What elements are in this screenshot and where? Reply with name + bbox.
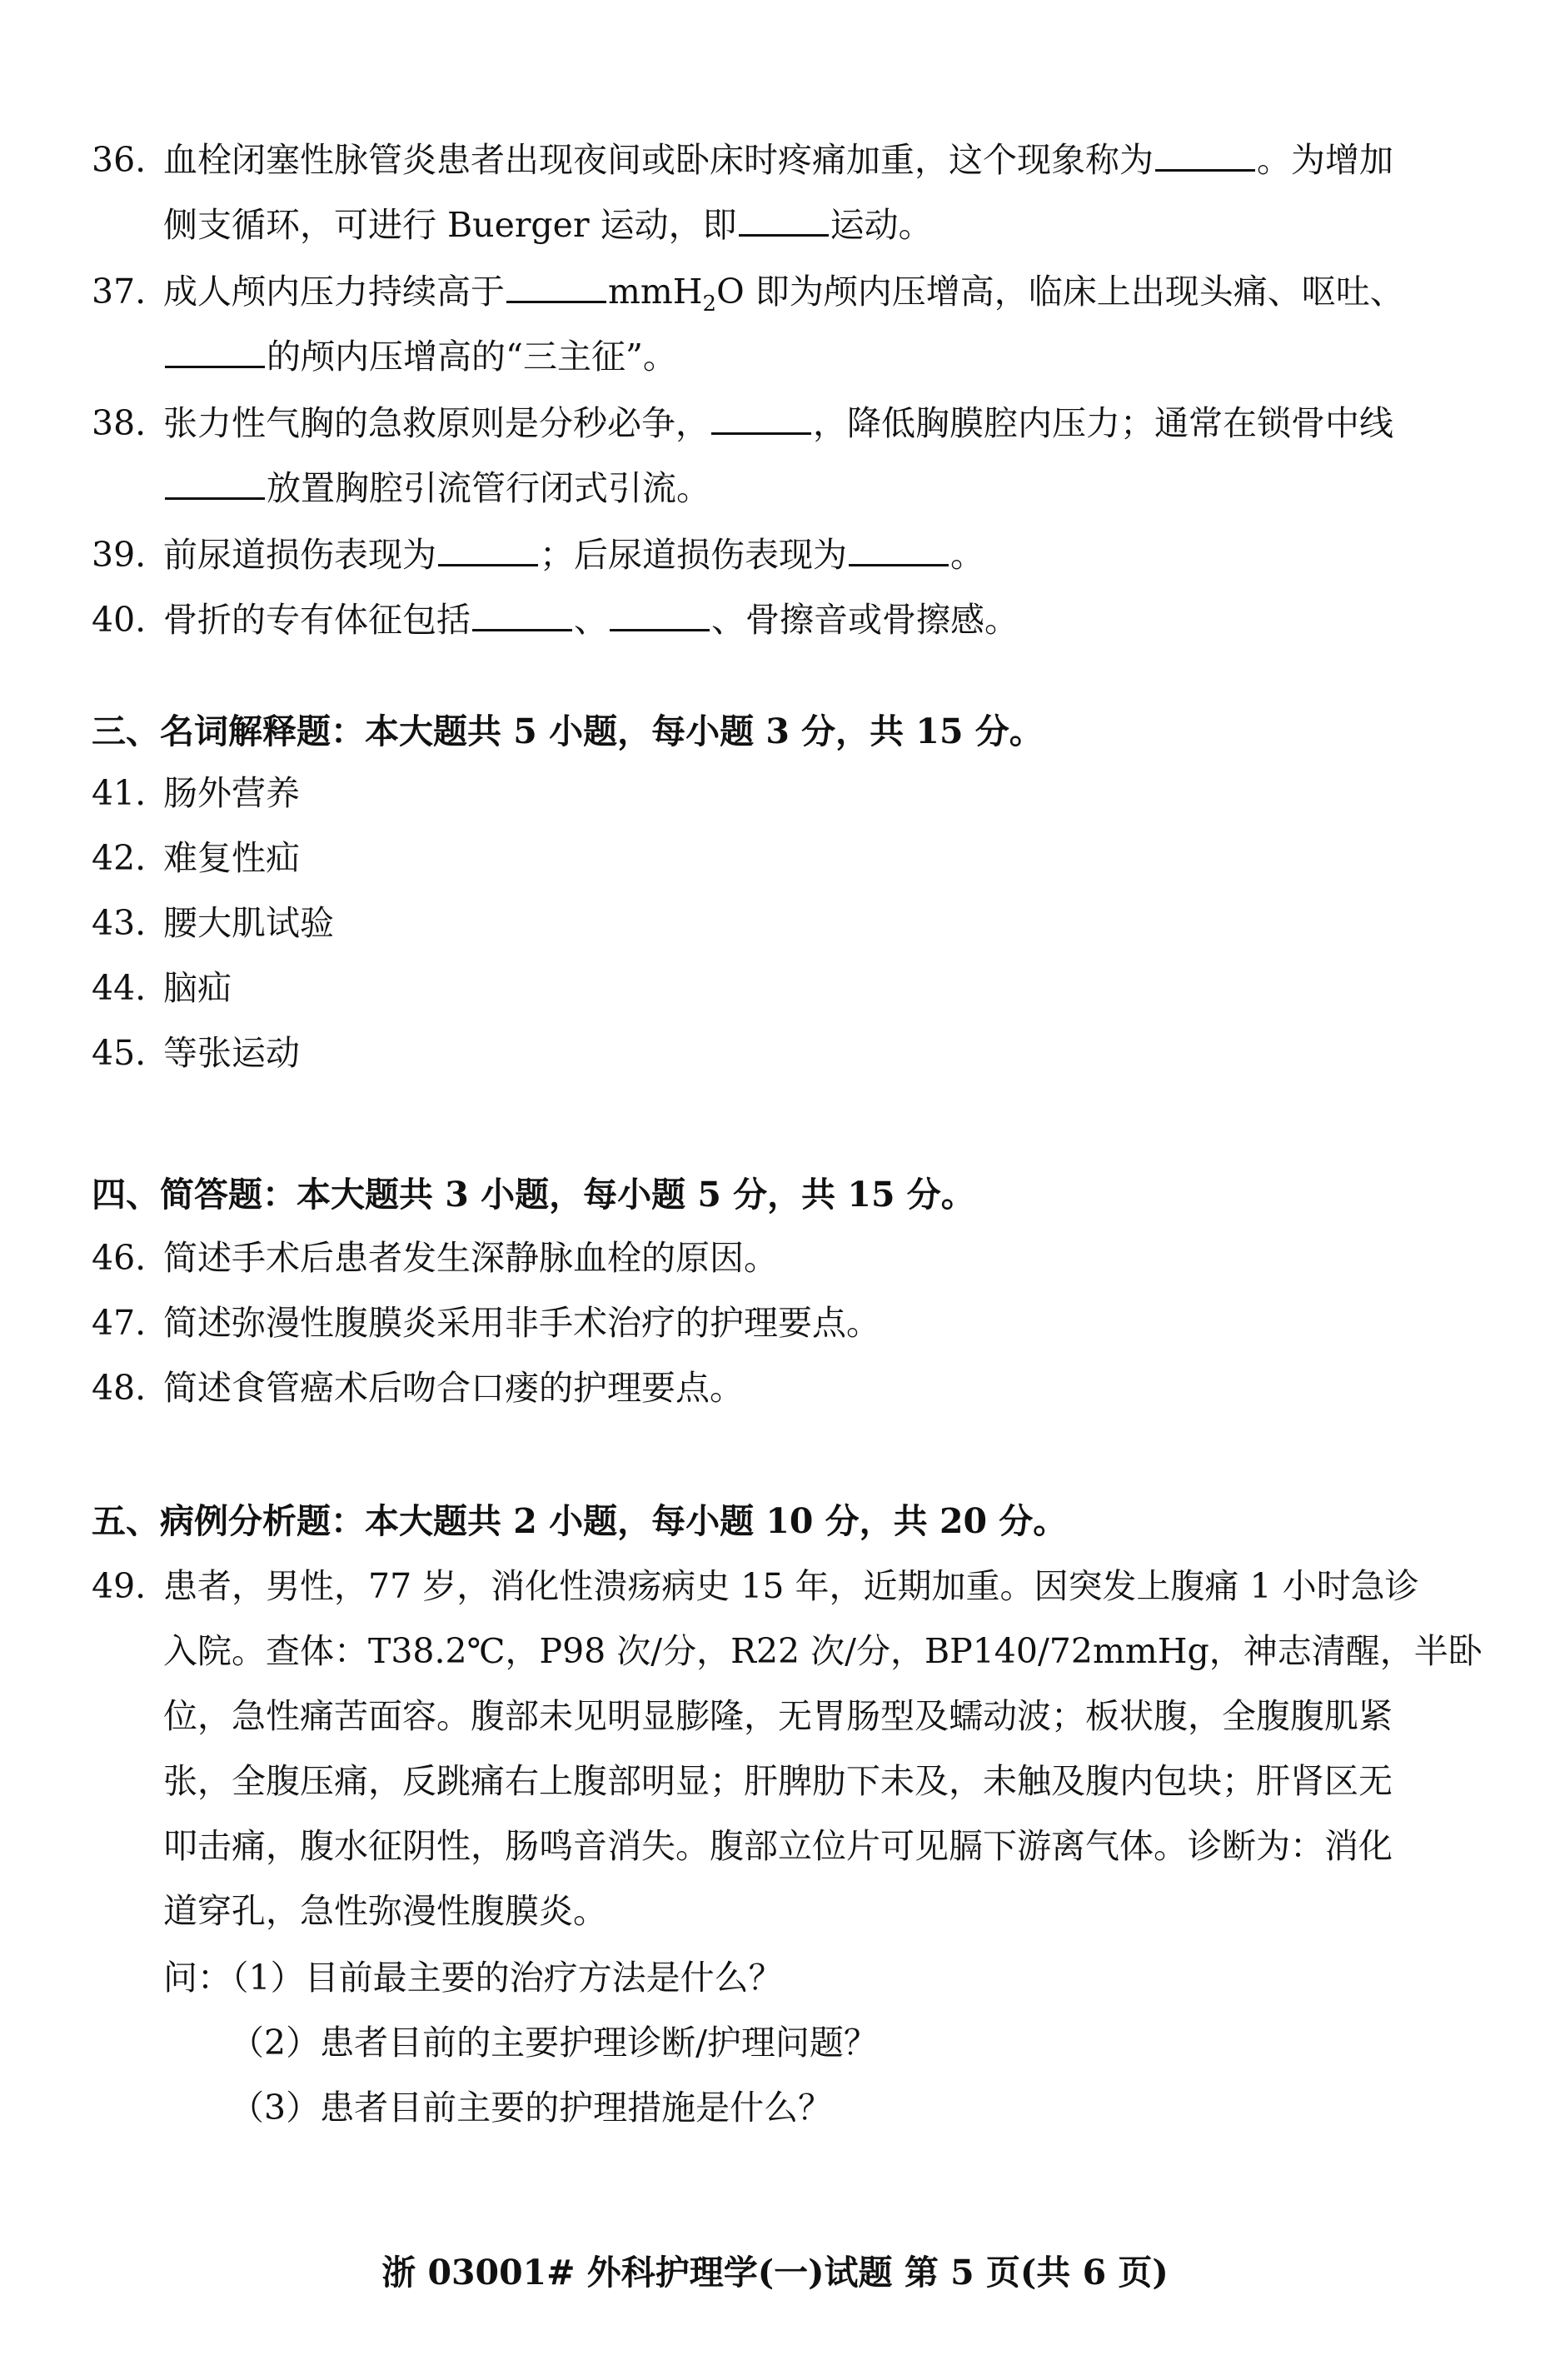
q40-text-b: 、 <box>574 600 608 640</box>
q37-blank-2 <box>165 336 265 368</box>
section5-title: 五、病例分析题：本大题共 2 小题，每小题 10 分，共 20 分。 <box>92 1501 1068 1541</box>
q49-question-1 <box>163 1954 783 2001</box>
q41-text: 肠外营养 <box>163 773 300 813</box>
q36-text-b: 。为增加 <box>1257 140 1393 180</box>
q40-line <box>92 596 1019 643</box>
section4-item <box>92 1235 778 1281</box>
section4-item <box>92 1365 744 1411</box>
q49-text-line: 张，全腹压痛，反跳痛右上腹部明显；肝脾肋下未及，未触及腹内包块；肝肾区无 <box>163 1761 1393 1801</box>
q49-text-line: 位，急性痛苦面容。腹部未见明显膨隆，无胃肠型及蠕动波；板状腹，全腹腹肌紧 <box>163 1696 1393 1736</box>
q38-line2 <box>163 465 710 511</box>
q49-text-line: 入院。查体：T38.2℃，P98 次/分，R22 次/分，BP140/72mmHg，神志清醒，半卧 <box>163 1631 1483 1671</box>
section4-title: 四、简答题：本大题共 3 小题，每小题 5 分，共 15 分。 <box>92 1175 975 1215</box>
q37-text-c: O 即为颅内压增高，临床上出现头痛、呕吐、 <box>716 272 1404 312</box>
q40-text-c: 、骨擦音或骨擦感。 <box>711 600 1019 640</box>
q41-number: 41. <box>92 773 147 813</box>
q46-text: 简述手术后患者发生深静脉血栓的原因。 <box>163 1238 778 1278</box>
q40-text-a: 骨折的专有体征包括 <box>163 600 471 640</box>
q49-question-text: （1）目前最主要的治疗方法是什么？ <box>232 1958 783 1998</box>
q39-text-b: ；后尿道损伤表现为 <box>540 535 847 575</box>
q38-line1 <box>92 400 1393 447</box>
q36-number: 36. <box>92 140 147 180</box>
q39-text-c: 。 <box>950 535 984 575</box>
q45-text: 等张运动 <box>163 1033 300 1073</box>
q49-number: 49. <box>92 1566 147 1606</box>
q44-text: 脑疝 <box>163 968 232 1008</box>
q39-line <box>92 531 984 578</box>
section3-item <box>92 965 232 1011</box>
q38-blank-1 <box>711 402 811 435</box>
q38-text-a: 张力性气胸的急救原则是分秒必争， <box>163 403 710 443</box>
q38-text-b: ，降低胸膜腔内压力；通常在锁骨中线 <box>813 403 1393 443</box>
section3-item <box>92 770 300 816</box>
q42-text: 难复性疝 <box>163 838 300 878</box>
section3-item <box>92 835 300 881</box>
q40-number: 40. <box>92 600 147 640</box>
section3-title: 三、名词解释题：本大题共 5 小题，每小题 3 分，共 15 分。 <box>92 711 1044 751</box>
q37-text-b: mmH <box>608 272 703 312</box>
q46-number: 46. <box>92 1238 147 1278</box>
q39-blank-1 <box>438 534 538 566</box>
q49-text-line: 叩击痛，腹水征阴性，肠鸣音消失。腹部立位片可见膈下游离气体。诊断为：消化 <box>163 1826 1393 1866</box>
q37-number: 37. <box>92 272 147 312</box>
q47-text: 简述弥漫性腹膜炎采用非手术治疗的护理要点。 <box>163 1303 880 1343</box>
q49-text-line: 道穿孔，急性弥漫性腹膜炎。 <box>163 1891 607 1931</box>
q37-subscript: 2 <box>702 292 717 317</box>
q40-blank-2 <box>610 599 710 631</box>
q39-number: 39. <box>92 535 147 575</box>
q36-line1 <box>92 137 1393 183</box>
q49-ask-prefix: 问： <box>163 1958 232 1998</box>
q45-number: 45. <box>92 1033 147 1073</box>
page-footer: 浙 03001# 外科护理学(一)试题 第 5 页(共 6 页) <box>381 2253 1169 2293</box>
q36-blank-2 <box>739 204 829 237</box>
q43-text: 腰大肌试验 <box>163 903 334 943</box>
q38-number: 38. <box>92 403 147 443</box>
q43-number: 43. <box>92 903 147 943</box>
section4-item <box>92 1300 880 1346</box>
q37-line2 <box>163 333 677 380</box>
q44-number: 44. <box>92 968 147 1008</box>
q40-blank-1 <box>472 599 572 631</box>
q48-text: 简述食管癌术后吻合口瘘的护理要点。 <box>163 1368 744 1408</box>
q49-text-line: 患者，男性，77 岁，消化性溃疡病史 15 年，近期加重。因突发上腹痛 1 小时急诊 <box>163 1566 1419 1606</box>
section3-item <box>92 900 334 946</box>
q39-text-a: 前尿道损伤表现为 <box>163 535 436 575</box>
q36-line2 <box>163 202 933 248</box>
section3-item <box>92 1030 300 1076</box>
q37-text-d: 的颅内压增高的“三主征”。 <box>267 337 677 377</box>
q38-text-c: 放置胸腔引流管行闭式引流。 <box>267 468 710 508</box>
q37-blank-1 <box>506 271 606 303</box>
q37-text-a: 成人颅内压力持续高于 <box>163 272 505 312</box>
q48-number: 48. <box>92 1368 147 1408</box>
q42-number: 42. <box>92 838 147 878</box>
q36-text-d: 运动。 <box>830 205 933 245</box>
q49-line1 <box>92 1563 1419 1609</box>
q47-number: 47. <box>92 1303 147 1343</box>
q49-question-3: （3）患者目前主要的护理措施是什么？ <box>230 2088 833 2128</box>
q36-blank-1 <box>1155 139 1255 172</box>
q39-blank-2 <box>849 534 949 566</box>
q38-blank-2 <box>165 467 265 500</box>
q36-text-c: 侧支循环，可进行 Buerger 运动，即 <box>163 205 737 245</box>
q37-line1 <box>92 268 1404 315</box>
q36-text-a: 血栓闭塞性脉管炎患者出现夜间或卧床时疼痛加重，这个现象称为 <box>163 140 1154 180</box>
q49-question-2: （2）患者目前的主要护理诊断/护理问题？ <box>230 2023 878 2063</box>
